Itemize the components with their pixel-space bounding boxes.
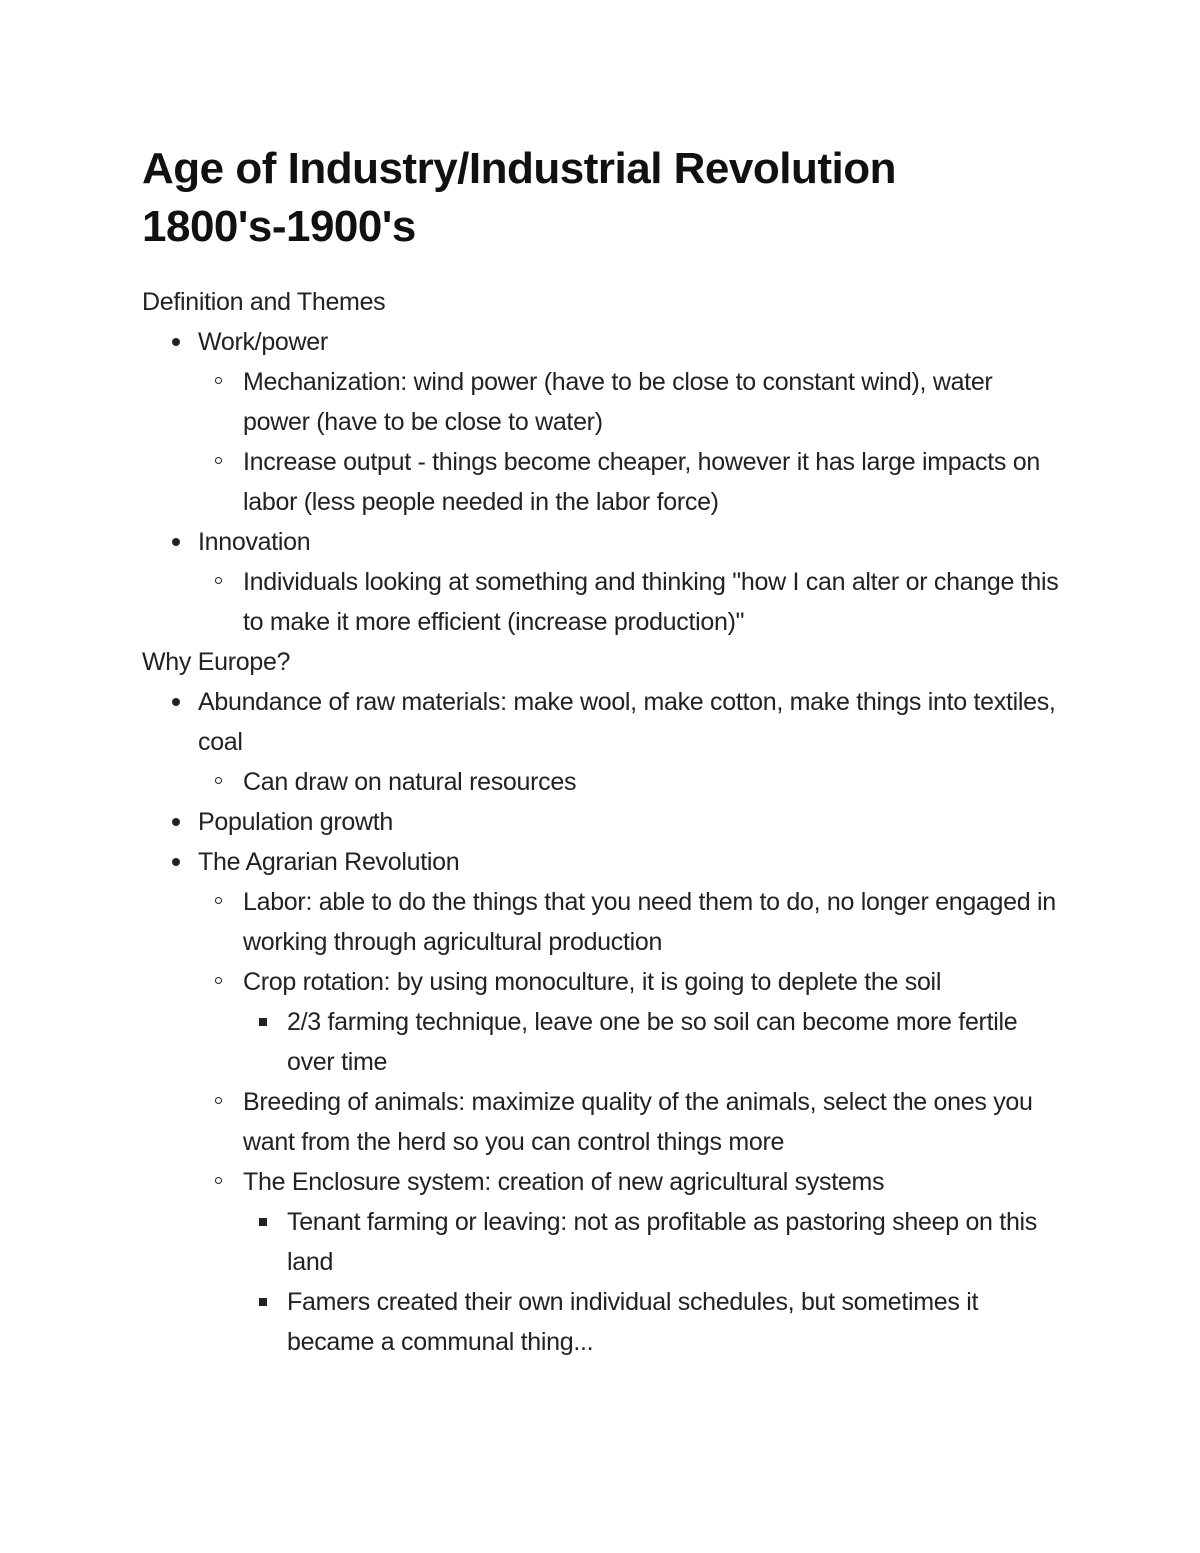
bullet-item-level-2 (142, 1082, 1062, 1162)
bullet-item-level-1 (142, 522, 1062, 562)
bullet-item-level-2 (142, 442, 1062, 522)
filled-bullet-icon (172, 338, 180, 346)
bullet-text: The Enclosure system: creation of new agricultural systems (243, 1168, 885, 1196)
bullet-item-level-2 (142, 882, 1062, 962)
bullet-item-level-1 (142, 842, 1062, 882)
hollow-bullet-icon (215, 977, 222, 984)
square-bullet-icon (259, 1298, 267, 1306)
bullet-text: Famers created their own individual schedules, but sometimes it became a communal thing... (287, 1288, 979, 1356)
bullet-text: 2/3 farming technique, leave one be so soil can become more fertile over time (287, 1008, 1018, 1076)
hollow-bullet-icon (215, 897, 222, 904)
bullet-item-level-2 (142, 1162, 1062, 1202)
document-page (142, 140, 1062, 1362)
hollow-bullet-icon (215, 577, 222, 584)
square-bullet-icon (259, 1018, 267, 1026)
bullet-item-level-2 (142, 762, 1062, 802)
filled-bullet-icon (172, 818, 180, 826)
bullet-item-level-3 (142, 1282, 1062, 1362)
hollow-bullet-icon (215, 457, 222, 464)
bullet-text: Crop rotation: by using monoculture, it is going to deplete the soil (243, 968, 942, 996)
bullet-text: Labor: able to do the things that you need them to do, no longer engaged in working through agricultural production (243, 888, 1056, 956)
bullet-text: Individuals looking at something and thinking "how I can alter or change this to make it more efficient (increase production)" (243, 568, 1059, 636)
filled-bullet-icon (172, 538, 180, 546)
bullet-text: Can draw on natural resources (243, 768, 577, 796)
title-line-1: Age of Industry/Industrial Revolution (142, 144, 896, 193)
bullet-item-level-1 (142, 682, 1062, 762)
hollow-bullet-icon (215, 1177, 222, 1184)
section-why-europe (142, 642, 1062, 1362)
section-heading: Why Europe? (142, 648, 291, 676)
bullet-item-level-2 (142, 962, 1062, 1002)
hollow-bullet-icon (215, 1097, 222, 1104)
section-definition-and-themes (142, 282, 1062, 642)
bullet-text: Innovation (198, 528, 311, 556)
bullet-text: Breeding of animals: maximize quality of the animals, select the ones you want from the herd so you can control things more (243, 1088, 1033, 1156)
bullet-text: Population growth (198, 808, 394, 836)
bullet-list (142, 322, 1062, 642)
bullet-item-level-3 (142, 1002, 1062, 1082)
bullet-item-level-1 (142, 322, 1062, 362)
bullet-text: Tenant farming or leaving: not as profitable as pastoring sheep on this land (287, 1208, 1038, 1276)
document-title (142, 140, 1062, 256)
bullet-item-level-1 (142, 802, 1062, 842)
bullet-text: Increase output - things become cheaper, however it has large impacts on labor (less people needed in the labor force) (243, 448, 1040, 516)
bullet-item-level-2 (142, 362, 1062, 442)
bullet-item-level-3 (142, 1202, 1062, 1282)
title-line-2: 1800's-1900's (142, 202, 416, 251)
bullet-text: The Agrarian Revolution (198, 848, 460, 876)
section-heading: Definition and Themes (142, 288, 386, 316)
filled-bullet-icon (172, 858, 180, 866)
hollow-bullet-icon (215, 377, 222, 384)
hollow-bullet-icon (215, 777, 222, 784)
bullet-text: Mechanization: wind power (have to be close to constant wind), water power (have to be close to water) (243, 368, 993, 436)
bullet-text: Work/power (198, 328, 328, 356)
filled-bullet-icon (172, 698, 180, 706)
bullet-item-level-2 (142, 562, 1062, 642)
bullet-list (142, 682, 1062, 1362)
bullet-text: Abundance of raw materials: make wool, make cotton, make things into textiles, coal (198, 688, 1056, 756)
square-bullet-icon (259, 1218, 267, 1226)
